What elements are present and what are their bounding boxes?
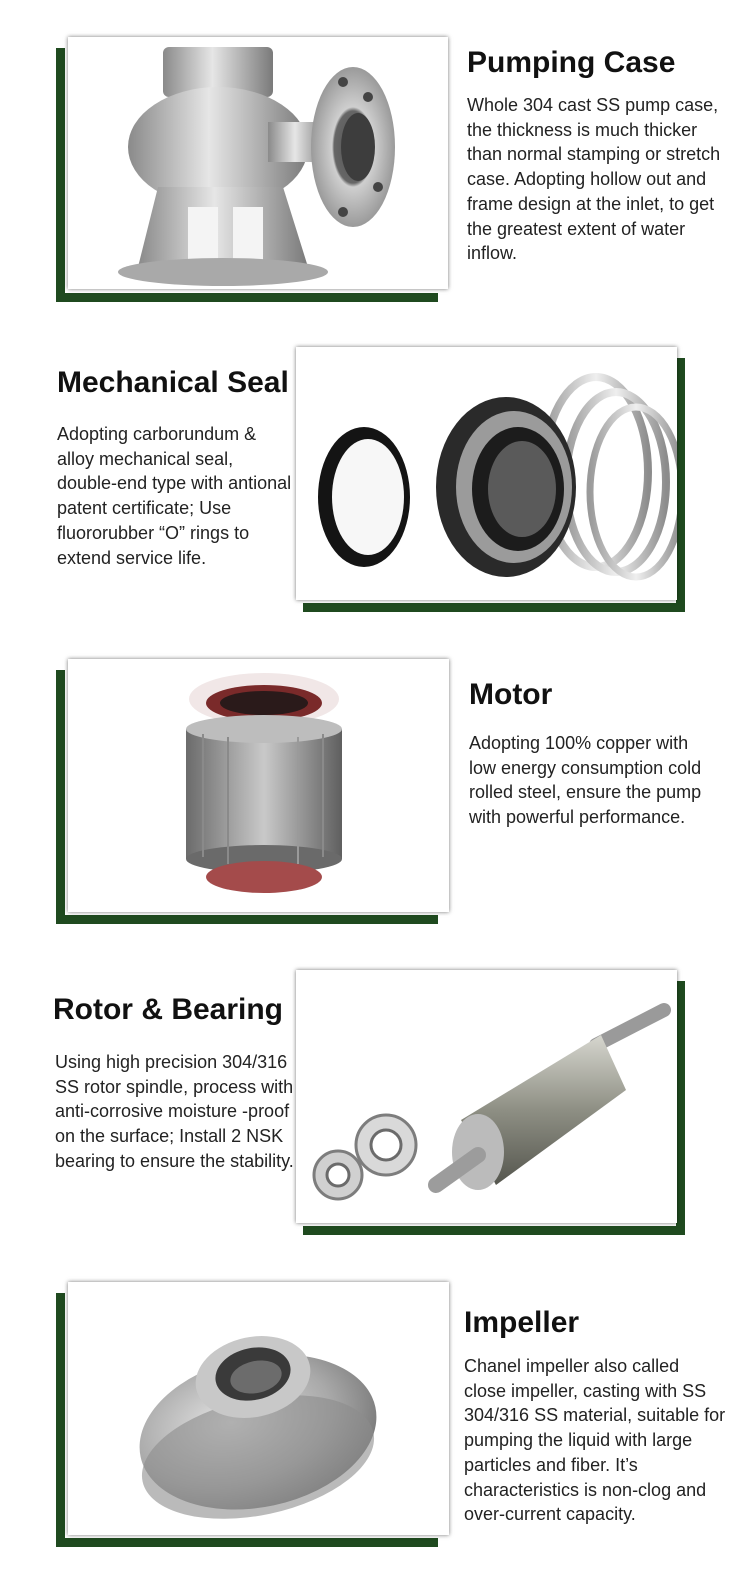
impeller-photo: [68, 1282, 449, 1535]
section-description: Using high precision 304/316 SS rotor spindle, process with anti-corrosive moisture -proof on the surface; Install 2 NSK bearing to ensure the stability.: [55, 1052, 294, 1171]
section-description: Adopting 100% copper with low energy consumption cold rolled steel, ensure the pump with powerful performance.: [469, 733, 702, 828]
frame-accent: [56, 915, 438, 924]
impeller-illustration: [68, 1282, 449, 1535]
pump-casing-illustration: [68, 37, 448, 289]
frame-accent: [56, 48, 65, 302]
section-description: Chanel impeller also called close impeller, casting with SS 304/316 SS material, suitable for pumping the liquid with large particles and fiber. It’s characteristics is non-clog and over-current capacity.: [464, 1356, 726, 1525]
frame-accent: [56, 1293, 65, 1547]
frame-accent: [676, 358, 685, 612]
rotor-bearing-illustration: [296, 970, 677, 1223]
section-title: Impeller: [464, 1306, 580, 1339]
mechanical-seal-illustration: [296, 347, 677, 600]
section-title: Rotor & Bearing: [53, 993, 284, 1026]
frame-accent: [303, 603, 685, 612]
frame-accent: [56, 293, 438, 302]
section-title: Pumping Case: [467, 46, 676, 79]
frame-accent: [676, 981, 685, 1235]
frame-accent: [56, 1538, 438, 1547]
pumping-case-photo: [68, 37, 448, 289]
mechanical-seal-photo: [296, 347, 677, 600]
motor-photo: [68, 659, 449, 912]
frame-accent: [56, 670, 65, 924]
section-title: Mechanical Seal: [57, 366, 289, 399]
section-title: Motor: [469, 678, 553, 711]
motor-stator-illustration: [68, 659, 449, 912]
rotor-bearing-photo: [296, 970, 677, 1223]
section-description: Whole 304 cast SS pump case, the thickness is much thicker than normal stamping or stretch case. Adopting hollow out and frame design at the inlet, to get the greatest extent of water inflow.: [467, 95, 721, 264]
section-description: Adopting carborundum & alloy mechanical seal, double-end type with antional patent certificate; Use fluororubber “O” rings to extend service life.: [57, 424, 292, 568]
frame-accent: [303, 1226, 685, 1235]
